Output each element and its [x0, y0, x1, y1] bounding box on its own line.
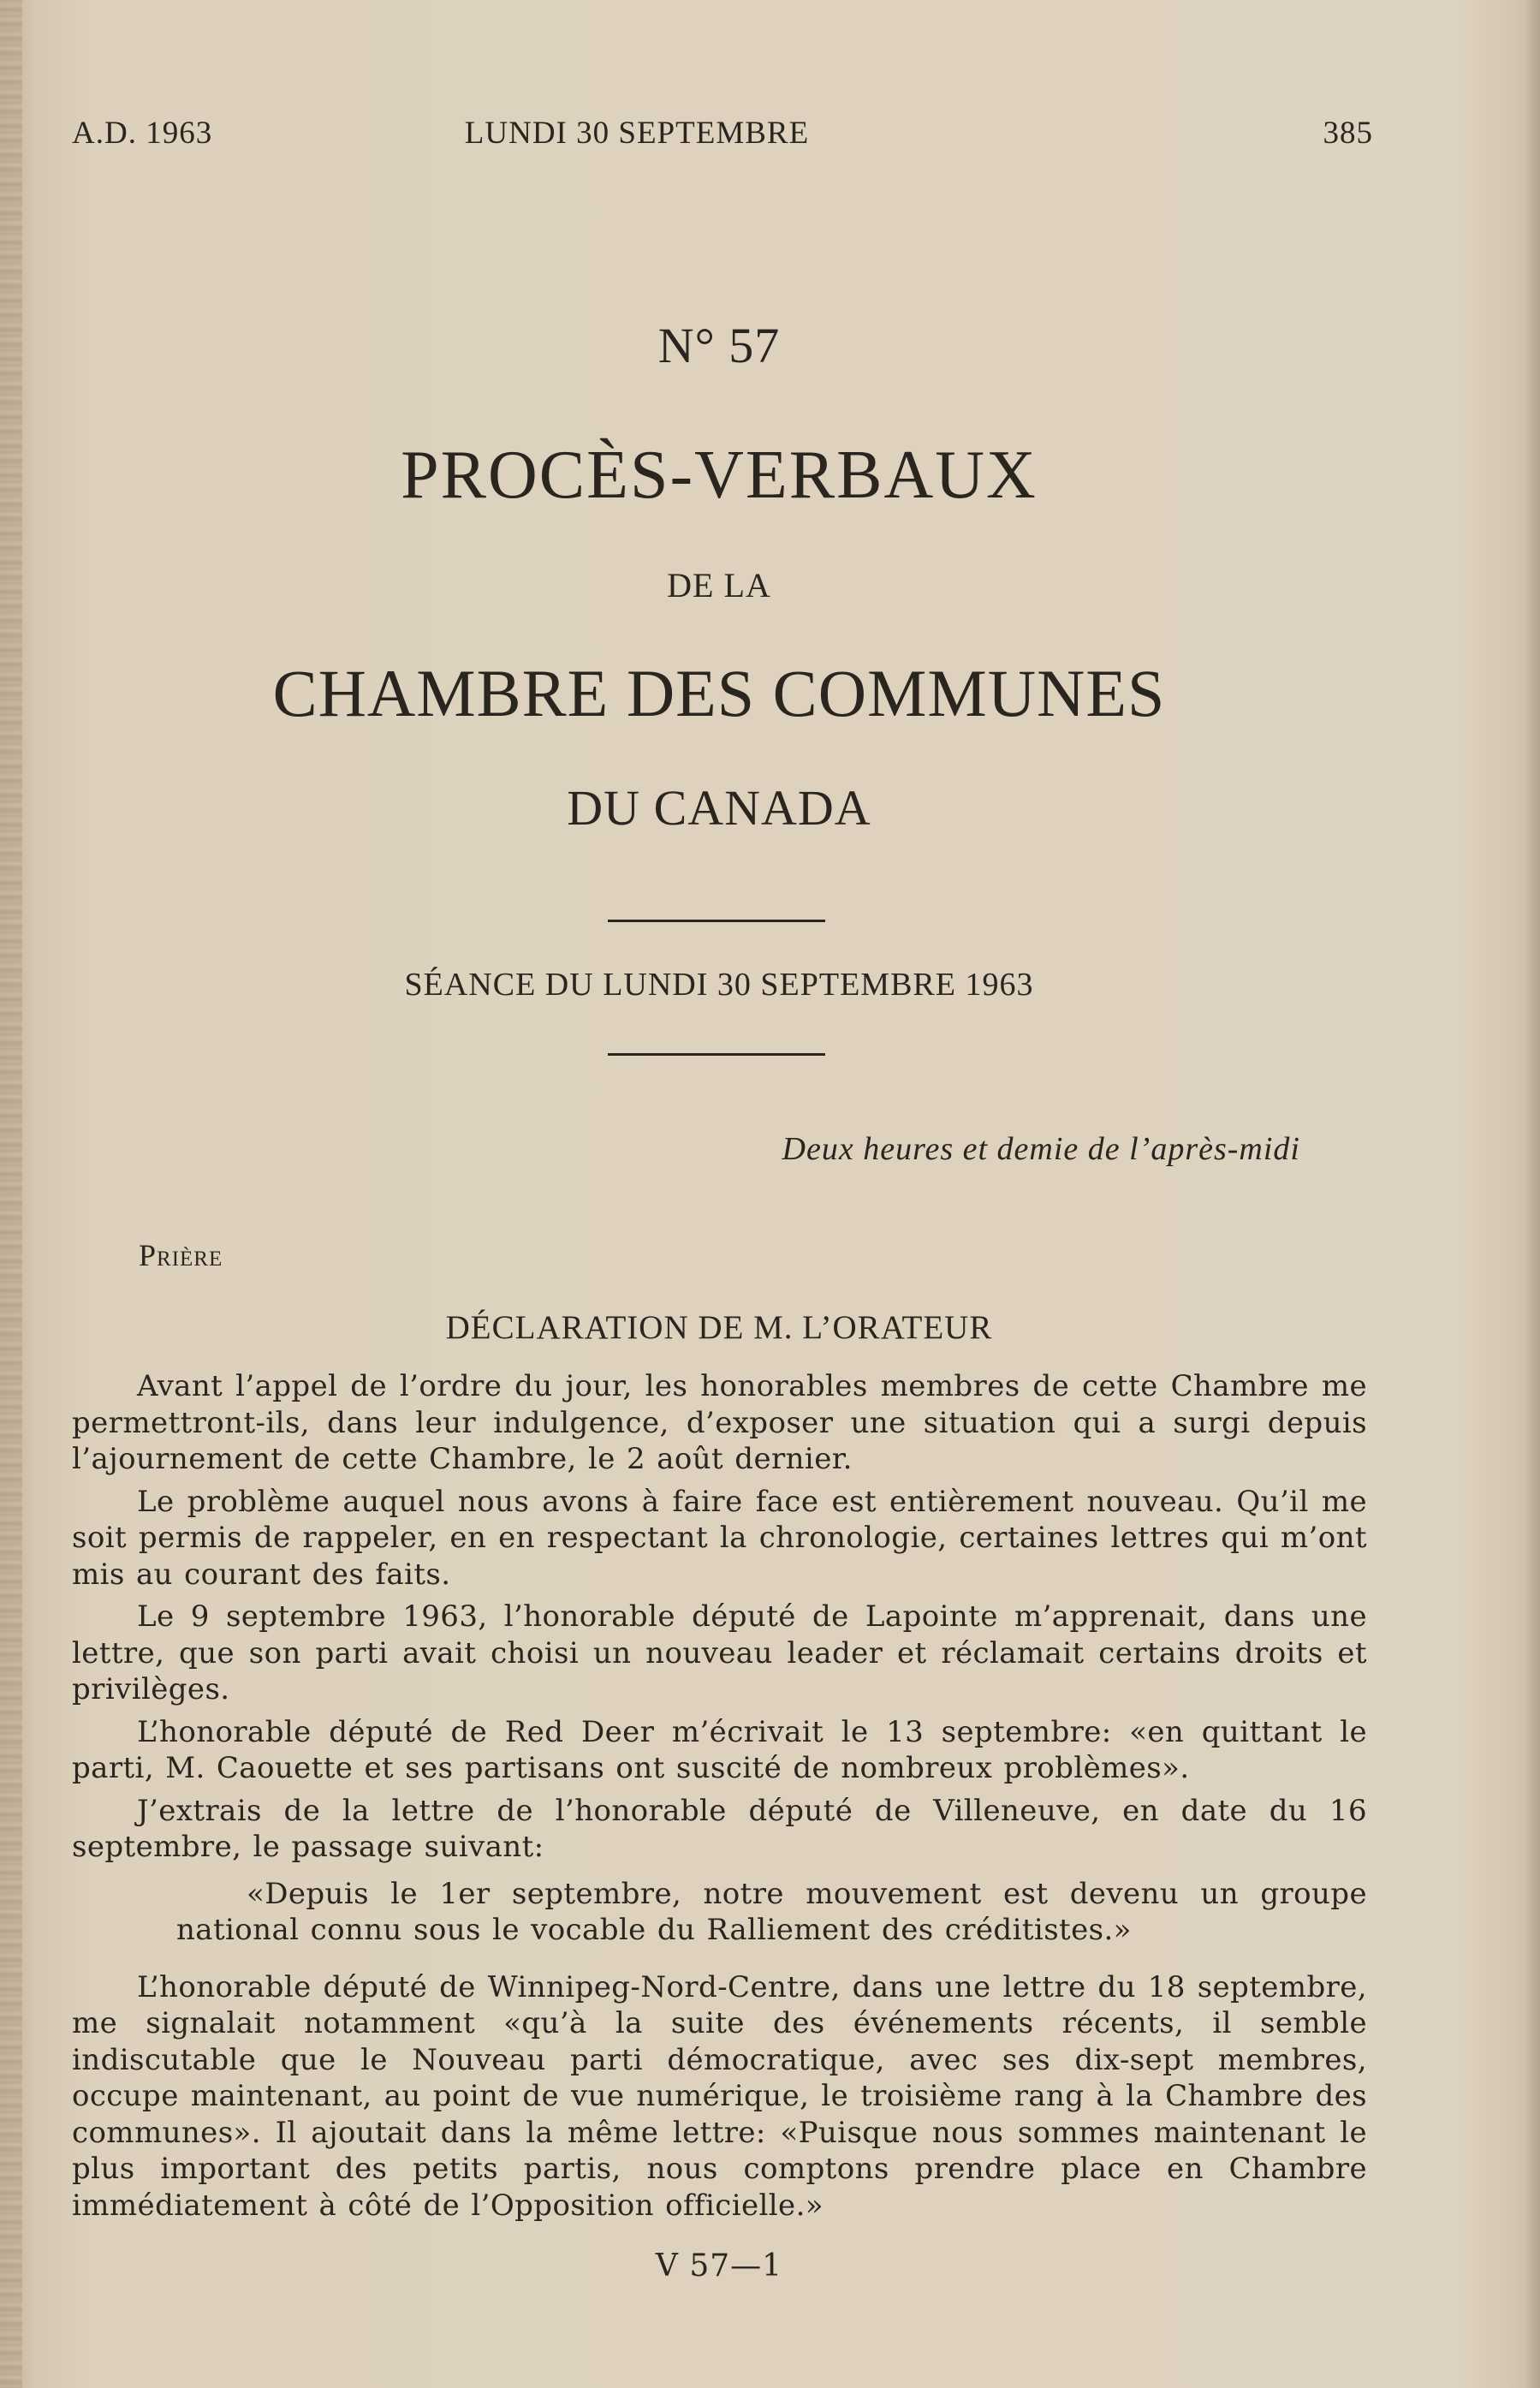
institution-title: CHAMBRE DES COMMUNES	[272, 656, 1166, 730]
prayer-label: Prière	[139, 1238, 223, 1272]
block-quote: «Depuis le 1er septembre, notre mouvement est devenu un groupe national connu sous le vocable du Ralliement des créditistes.»	[176, 1876, 1367, 1947]
page-number: 385	[1323, 116, 1373, 151]
title-connector: DE LA	[667, 566, 771, 604]
paragraph: Le 9 septembre 1963, l’honorable député de Lapointe m’apprenait, dans une lettre, que son parti avait choisi un nouveau leader et réclamait certains droits et privilèges.	[72, 1599, 1367, 1706]
issue-number: N° 57	[657, 318, 781, 373]
paragraph: L’honorable député de Winnipeg-Nord-Centre, dans une lettre du 18 septembre, me signalait notamment «qu’à la suite des événements récents, il semble indiscutable que le Nouveau parti démocratique, avec ses dix-sept membres, occupe maintenant, au point de vue numérique, le troisième rang à la Chambre des communes». Il ajoutait dans la même lettre: «Puisque nous sommes maintenant le plus important des petits partis, nous comptons prendre place en Chambre immédiatement à côté de l’Opposition officielle.»	[72, 1969, 1367, 2223]
paragraph: J’extrais de la lettre de l’honorable député de Villeneuve, en date du 16 septembre, le passage suivant:	[72, 1793, 1367, 1864]
header-date: LUNDI 30 SEPTEMBRE	[464, 116, 810, 151]
session-time: Deux heures et demie de l’après-midi	[782, 1131, 1300, 1167]
page-edge	[1525, 0, 1540, 2388]
body-text	[72, 1368, 1367, 2230]
session-heading: SÉANCE DU LUNDI 30 SEPTEMBRE 1963	[404, 967, 1034, 1003]
divider-bottom	[608, 1053, 825, 1056]
section-heading: DÉCLARATION DE M. L’ORATEUR	[445, 1309, 993, 1346]
running-header	[72, 115, 1373, 158]
divider-top	[608, 920, 825, 922]
country-title: DU CANADA	[567, 780, 871, 836]
paragraph: Le problème auquel nous avons à faire face est entièrement nouveau. Qu’il me soit permis de rappeler, en en respectant la chronologie, certaines lettres qui m’ont mis au courant des faits.	[72, 1484, 1367, 1592]
header-year: A.D. 1963	[72, 116, 213, 151]
document-title: PROCÈS-VERBAUX	[401, 438, 1038, 513]
paragraph: Avant l’appel de l’ordre du jour, les honorables membres de cette Chambre me permettront-ils, dans leur indulgence, d’exposer une situation qui a surgi depuis l’ajournement de cette Chambre, le 2 août dernier.	[72, 1369, 1367, 1476]
signature-folio: V 57—1	[655, 2248, 783, 2284]
paragraph: L’honorable député de Red Deer m’écrivait le 13 septembre: «en quittant le parti, M. Caouette et ses partisans ont suscité de nombreux problèmes».	[72, 1714, 1367, 1785]
